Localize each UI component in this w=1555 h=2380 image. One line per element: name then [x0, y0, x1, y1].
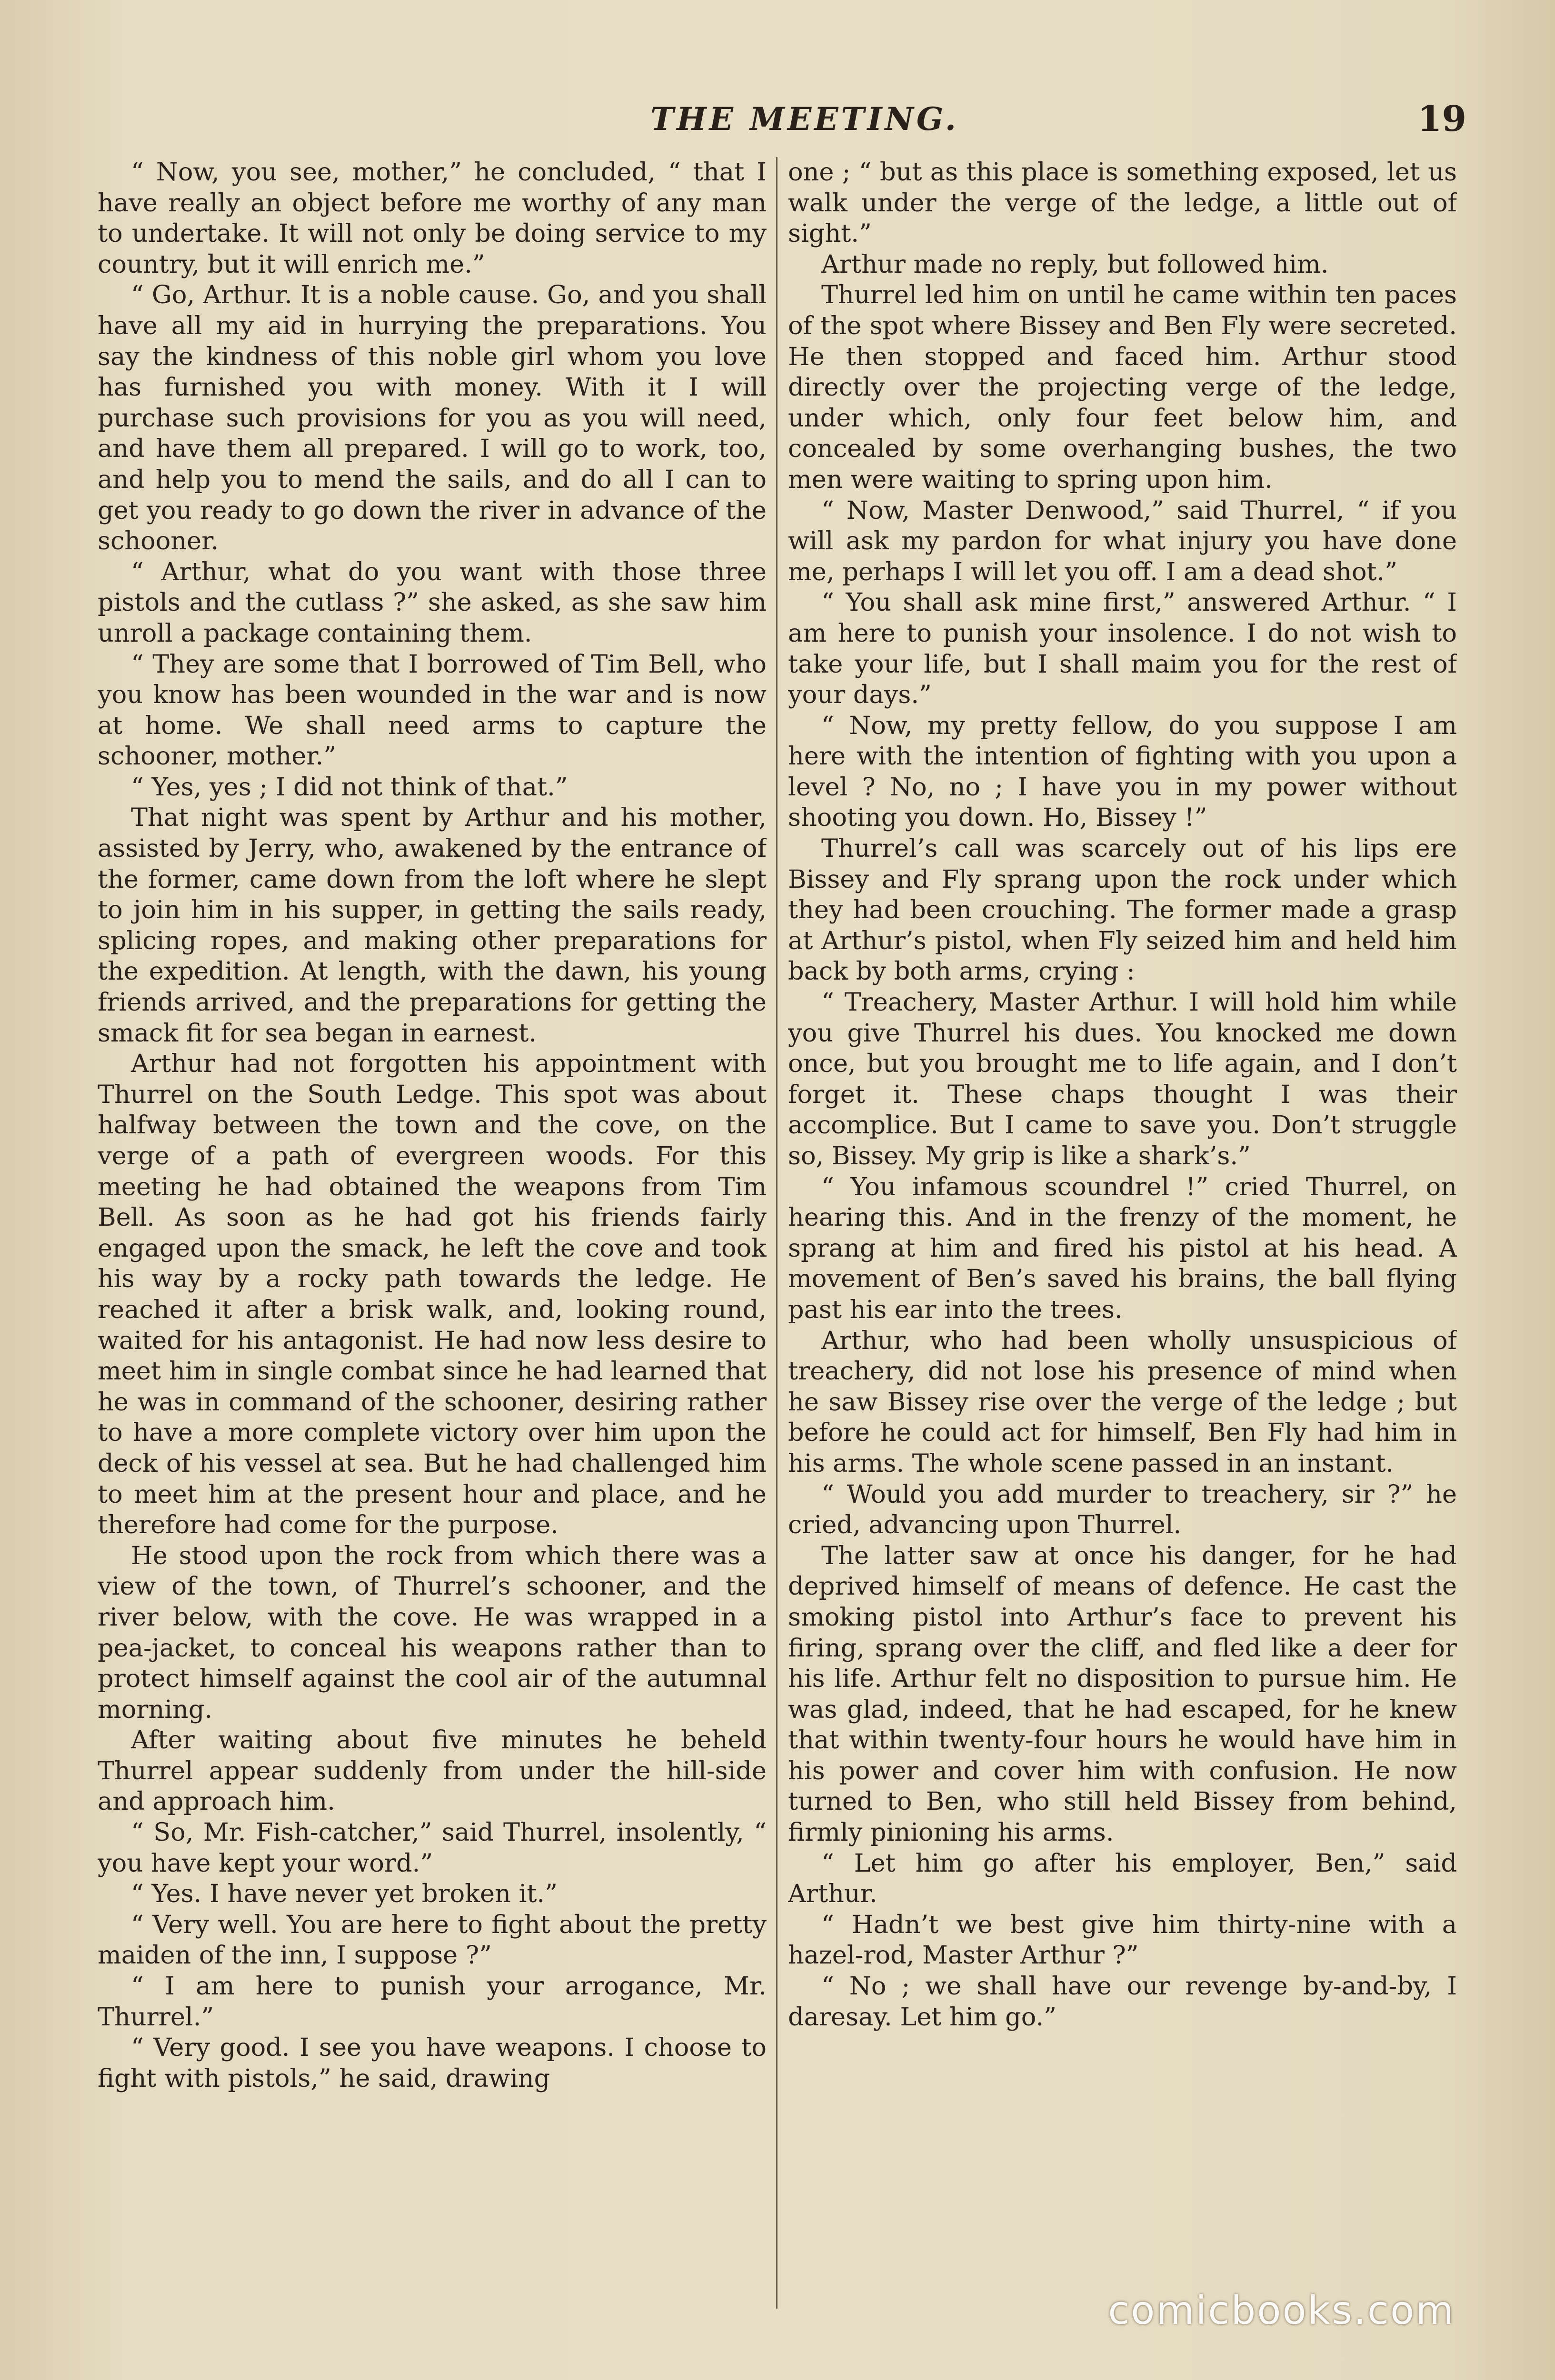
paragraph: “ You shall ask mine first,” answered Arthur. “ I am here to punish your insolence. I do not wish to take your life, but I shall maim you for the rest of your days.”	[788, 588, 1457, 710]
paragraph: “ Hadn’t we best give him thirty-nine with a hazel-rod, Master Arthur ?”	[788, 1910, 1457, 1970]
paragraph: “ Very good. I see you have weapons. I choose to fight with pistols,” he said, drawing	[98, 2033, 767, 2093]
text-columns	[98, 157, 1457, 2309]
paragraph: “ So, Mr. Fish-catcher,” said Thurrel, insolently, “ you have kept your word.”	[98, 1818, 767, 1878]
paragraph: “ Treachery, Master Arthur. I will hold him while you give Thurrel his dues. You knocked me down once, but you brought me to life again, and I don’t forget it. These chaps thought I was their accomplice. But I came to save you. Don’t struggle so, Bissey. My grip is like a shark’s.”	[788, 988, 1457, 1170]
paragraph: “ You infamous scoundrel !” cried Thurrel, on hearing this. And in the frenzy of the moment, he sprang at him and fired his pistol at his head. A movement of Ben’s saved his brains, the ball flying past his ear into the trees.	[788, 1172, 1457, 1324]
paragraph: “ Now, you see, mother,” he concluded, “ that I have really an object before me worthy of any man to undertake. It will not only be doing service to my country, but it will enrich me.”	[98, 158, 767, 279]
paragraph: “ Would you add murder to treachery, sir ?” he cried, advancing upon Thurrel.	[788, 1479, 1457, 1540]
watermark: comicbooks.com	[1108, 2288, 1455, 2333]
paragraph: “ Go, Arthur. It is a noble cause. Go, and you shall have all my aid in hurrying the preparations. You say the kindness of this noble girl whom you love has furnished you with money. With it I will purchase such provisions for you as you will need, and have them all prepared. I will go to work, too, and help you to mend the sails, and do all I can to get you ready to go down the river in advance of the schooner.	[98, 280, 767, 556]
paragraph: “ Yes, yes ; I did not think of that.”	[131, 772, 568, 802]
page-number: 19	[1417, 99, 1466, 139]
paragraph: one ; “ but as this place is something exposed, let us walk under the verge of the ledge, a little out of sight.”	[788, 158, 1457, 248]
paragraph: “ Yes. I have never yet broken it.”	[131, 1879, 558, 1909]
paragraph: “ I am here to punish your arrogance, Mr. Thurrel.”	[98, 1972, 767, 2032]
paragraph: “ No ; we shall have our revenge by-and-by, I daresay. Let him go.”	[788, 1972, 1457, 2032]
paragraph: “ They are some that I borrowed of Tim Bell, who you know has been wounded in the war and is now at home. We shall need arms to capture the schooner, mother.”	[98, 649, 767, 771]
page-header	[143, 93, 1466, 145]
paragraph: “ Now, my pretty fellow, do you suppose I am here with the intention of fighting with you upon a level ? No, no ; I have you in my power without shooting you down. Ho, Bissey !”	[788, 711, 1457, 833]
right-column	[788, 157, 1457, 2309]
paragraph: Arthur had not forgotten his appointment with Thurrel on the South Ledge. This spot was about halfway between the town and the cove, on the verge of a path of evergreen woods. For this meeting he had obtained the weapons from Tim Bell. As soon as he had got his friends fairly engaged upon the smack, he left the cove and took his way by a rocky path towards the ledge. He reached it after a brisk walk, and, looking round, waited for his antagonist. He had now less desire to meet him in single combat since he had learned that he was in command of the schooner, desiring rather to have a more complete victory over him upon the deck of his vessel at sea. But he had challenged him to meet him at the present hour and place, and he therefore had come for the purpose.	[98, 1049, 767, 1540]
paragraph: That night was spent by Arthur and his mother, assisted by Jerry, who, awakened by the entrance of the former, came down from the loft where he slept to join him in his supper, in getting the sails ready, splicing ropes, and making other preparations for the expedition. At length, with the dawn, his young friends arrived, and the preparations for getting the smack fit for sea began in earnest.	[98, 803, 767, 1048]
paragraph: “ Arthur, what do you want with those three pistols and the cutlass ?” she asked, as she saw him unroll a package containing them.	[98, 557, 767, 648]
column-divider	[776, 157, 778, 2309]
paragraph: “ Very well. You are here to fight about the pretty maiden of the inn, I suppose ?”	[98, 1910, 767, 1970]
paragraph: After waiting about five minutes he beheld Thurrel appear suddenly from under the hill-side and approach him.	[98, 1726, 767, 1816]
paragraph: Thurrel led him on until he came within ten paces of the spot where Bissey and Ben Fly were secreted. He then stopped and faced him. Arthur stood directly over the projecting verge of the ledge, under which, only four feet below him, and concealed by some overhanging bushes, the two men were waiting to spring upon him.	[788, 280, 1457, 494]
paragraph: Arthur made no reply, but followed him.	[821, 249, 1329, 279]
paragraph: Arthur, who had been wholly unsuspicious of treachery, did not lose his presence of mind when he saw Bissey rise over the verge of the ledge ; but before he could act for himself, Ben Fly had him in his arms. The whole scene passed in an instant.	[788, 1326, 1457, 1478]
paragraph: He stood upon the rock from which there was a view of the town, of Thurrel’s schooner, and the river below, with the cove. He was wrapped in a pea-jacket, to conceal his weapons rather than to protect himself against the cool air of the autumnal morning.	[98, 1541, 767, 1724]
running-head: THE MEETING.	[650, 100, 959, 138]
paragraph: Thurrel’s call was scarcely out of his lips ere Bissey and Fly sprang upon the rock under which they had been crouching. The former made a grasp at Arthur’s pistol, when Fly seized him and held him back by both arms, crying :	[788, 834, 1457, 986]
paragraph: “ Now, Master Denwood,” said Thurrel, “ if you will ask my pardon for what injury you have done me, perhaps I will let you off. I am a dead shot.”	[788, 496, 1457, 586]
left-column	[98, 157, 767, 2309]
paragraph: “ Let him go after his employer, Ben,” said Arthur.	[788, 1848, 1457, 1909]
paragraph: The latter saw at once his danger, for he had deprived himself of means of defence. He cast the smoking pistol into Arthur’s face to prevent his firing, sprang over the cliff, and fled like a deer for his life. Arthur felt no disposition to pursue him. He was glad, indeed, that he had escaped, for he knew that within twenty-four hours he would have him in his power and cover him with confusion. He now turned to Ben, who still held Bissey from behind, firmly pinioning his arms.	[788, 1541, 1457, 1847]
